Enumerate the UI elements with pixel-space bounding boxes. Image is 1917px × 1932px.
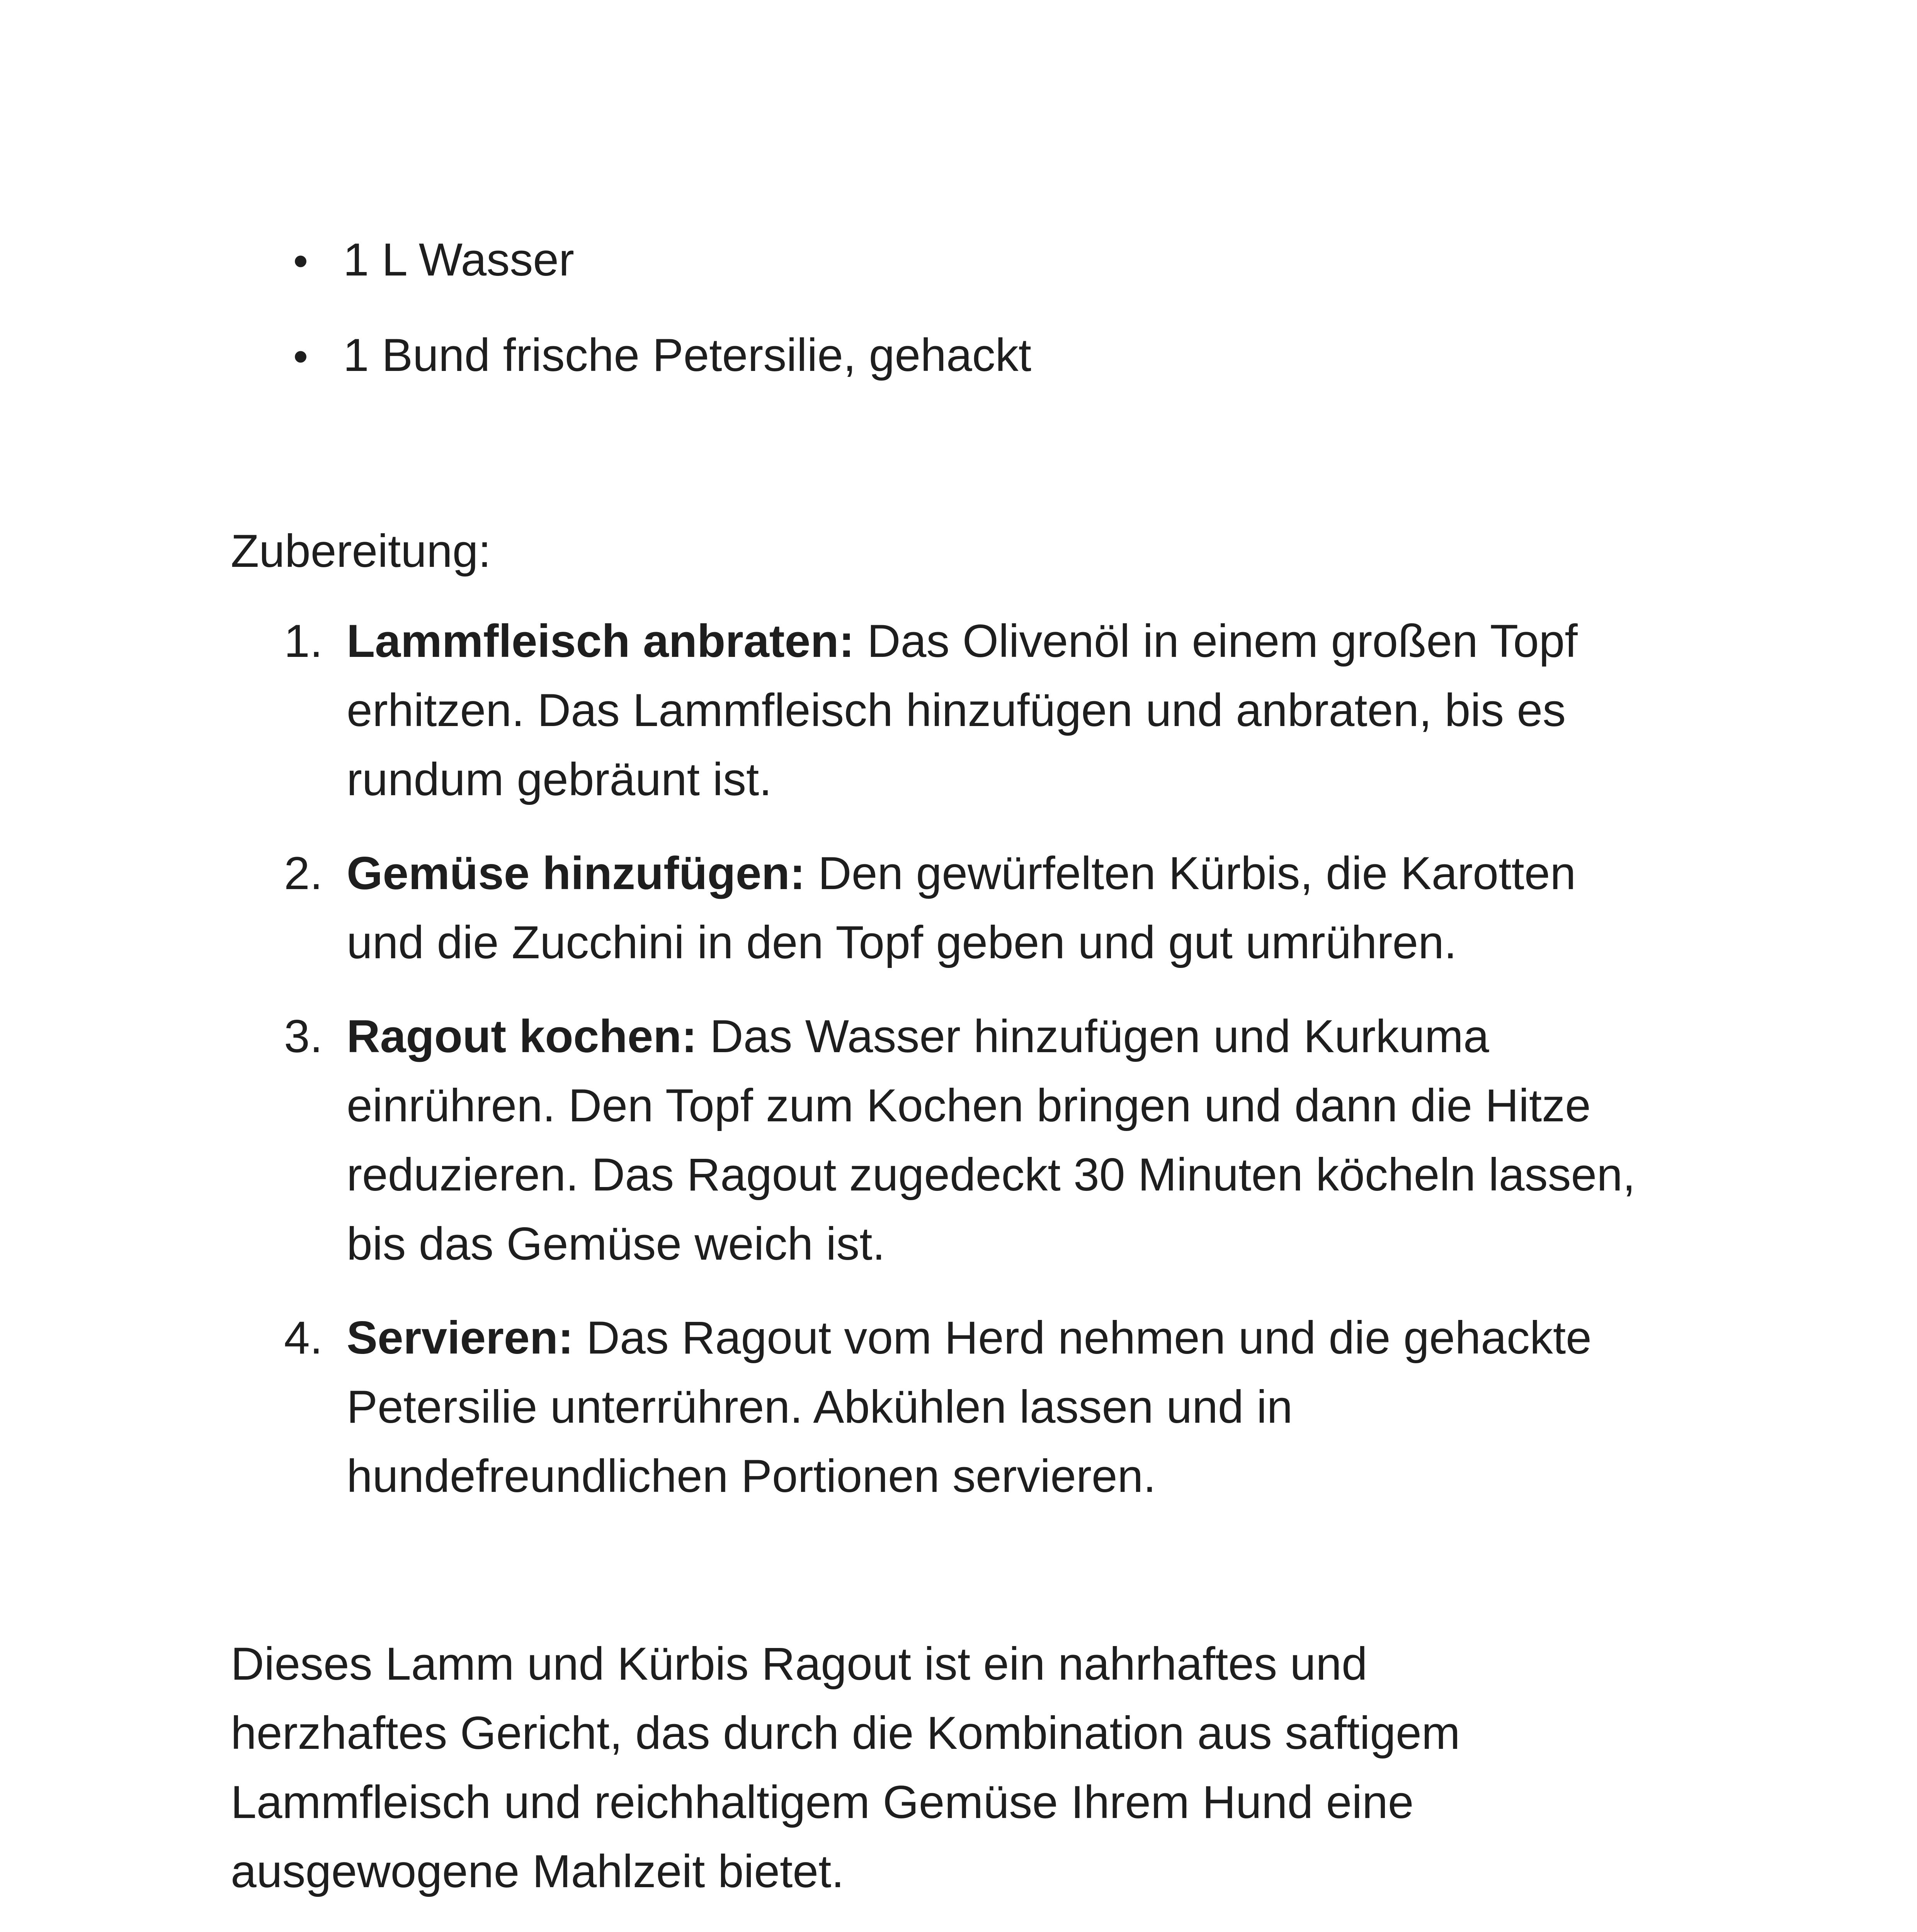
ingredient-list — [343, 225, 1031, 416]
ingredient-text: 1 Bund frische Petersilie, gehackt — [343, 329, 1031, 381]
step-first-line — [347, 1303, 1635, 1372]
step-text-line: Den gewürfelten Kürbis, die Karotten — [818, 847, 1576, 899]
bullet-icon — [289, 321, 312, 391]
step-text-line: Das Olivenöl in einem großen Topf — [867, 615, 1578, 667]
summary-line: herzhaftes Gericht, das durch die Kombination aus saftigem — [231, 1707, 1460, 1759]
ingredient-item — [343, 225, 1031, 294]
step-list — [284, 607, 1636, 1536]
bullet-icon — [289, 225, 312, 296]
section-heading: Zubereitung: — [231, 525, 491, 577]
step-item — [284, 1002, 1636, 1279]
summary-paragraph — [231, 1629, 1460, 1906]
step-text-line: Das Wasser hinzufügen und Kurkuma — [710, 1010, 1489, 1062]
summary-line: ausgewogene Mahlzeit bietet. — [231, 1845, 844, 1897]
summary-line: Dieses Lamm und Kürbis Ragout ist ein nahrhaftes und — [231, 1638, 1368, 1690]
step-first-line — [347, 607, 1635, 676]
ingredient-text: 1 L Wasser — [343, 234, 574, 286]
step-text-line: Das Ragout vom Herd nehmen und die gehackte — [586, 1312, 1592, 1364]
step-number: 3. — [284, 1010, 323, 1062]
step-text-line: hundefreundlichen Portionen servieren. — [347, 1450, 1156, 1502]
step-number: 2. — [284, 847, 323, 899]
step-item — [284, 839, 1635, 977]
step-text-line: Petersilie unterrühren. Abkühlen lassen und in — [347, 1381, 1293, 1433]
step-text-line: reduzieren. Das Ragout zugedeckt 30 Minuten köcheln lassen, — [347, 1149, 1636, 1201]
step-label: Lammfleisch anbraten: — [347, 615, 854, 667]
step-label: Servieren: — [347, 1312, 573, 1364]
step-label: Ragout kochen: — [347, 1010, 697, 1062]
step-number: 4. — [284, 1312, 323, 1364]
step-first-line — [347, 1002, 1635, 1071]
step-text-line: erhitzen. Das Lammfleisch hinzufügen und anbraten, bis es — [347, 684, 1566, 736]
step-item — [284, 1303, 1635, 1511]
summary-line: Lammfleisch und reichhaltigem Gemüse Ihrem Hund eine — [231, 1776, 1414, 1828]
step-text-line: rundum gebräunt ist. — [347, 753, 772, 805]
step-number: 1. — [284, 615, 323, 667]
step-item — [284, 607, 1635, 814]
step-text-line: und die Zucchini in den Topf geben und gut umrühren. — [347, 917, 1457, 968]
step-text-line: einrühren. Den Topf zum Kochen bringen und dann die Hitze — [347, 1080, 1591, 1131]
ingredient-item — [343, 321, 1031, 390]
step-text-line: bis das Gemüse weich ist. — [347, 1218, 885, 1270]
step-first-line — [347, 839, 1635, 908]
step-label: Gemüse hinzufügen: — [347, 847, 805, 899]
